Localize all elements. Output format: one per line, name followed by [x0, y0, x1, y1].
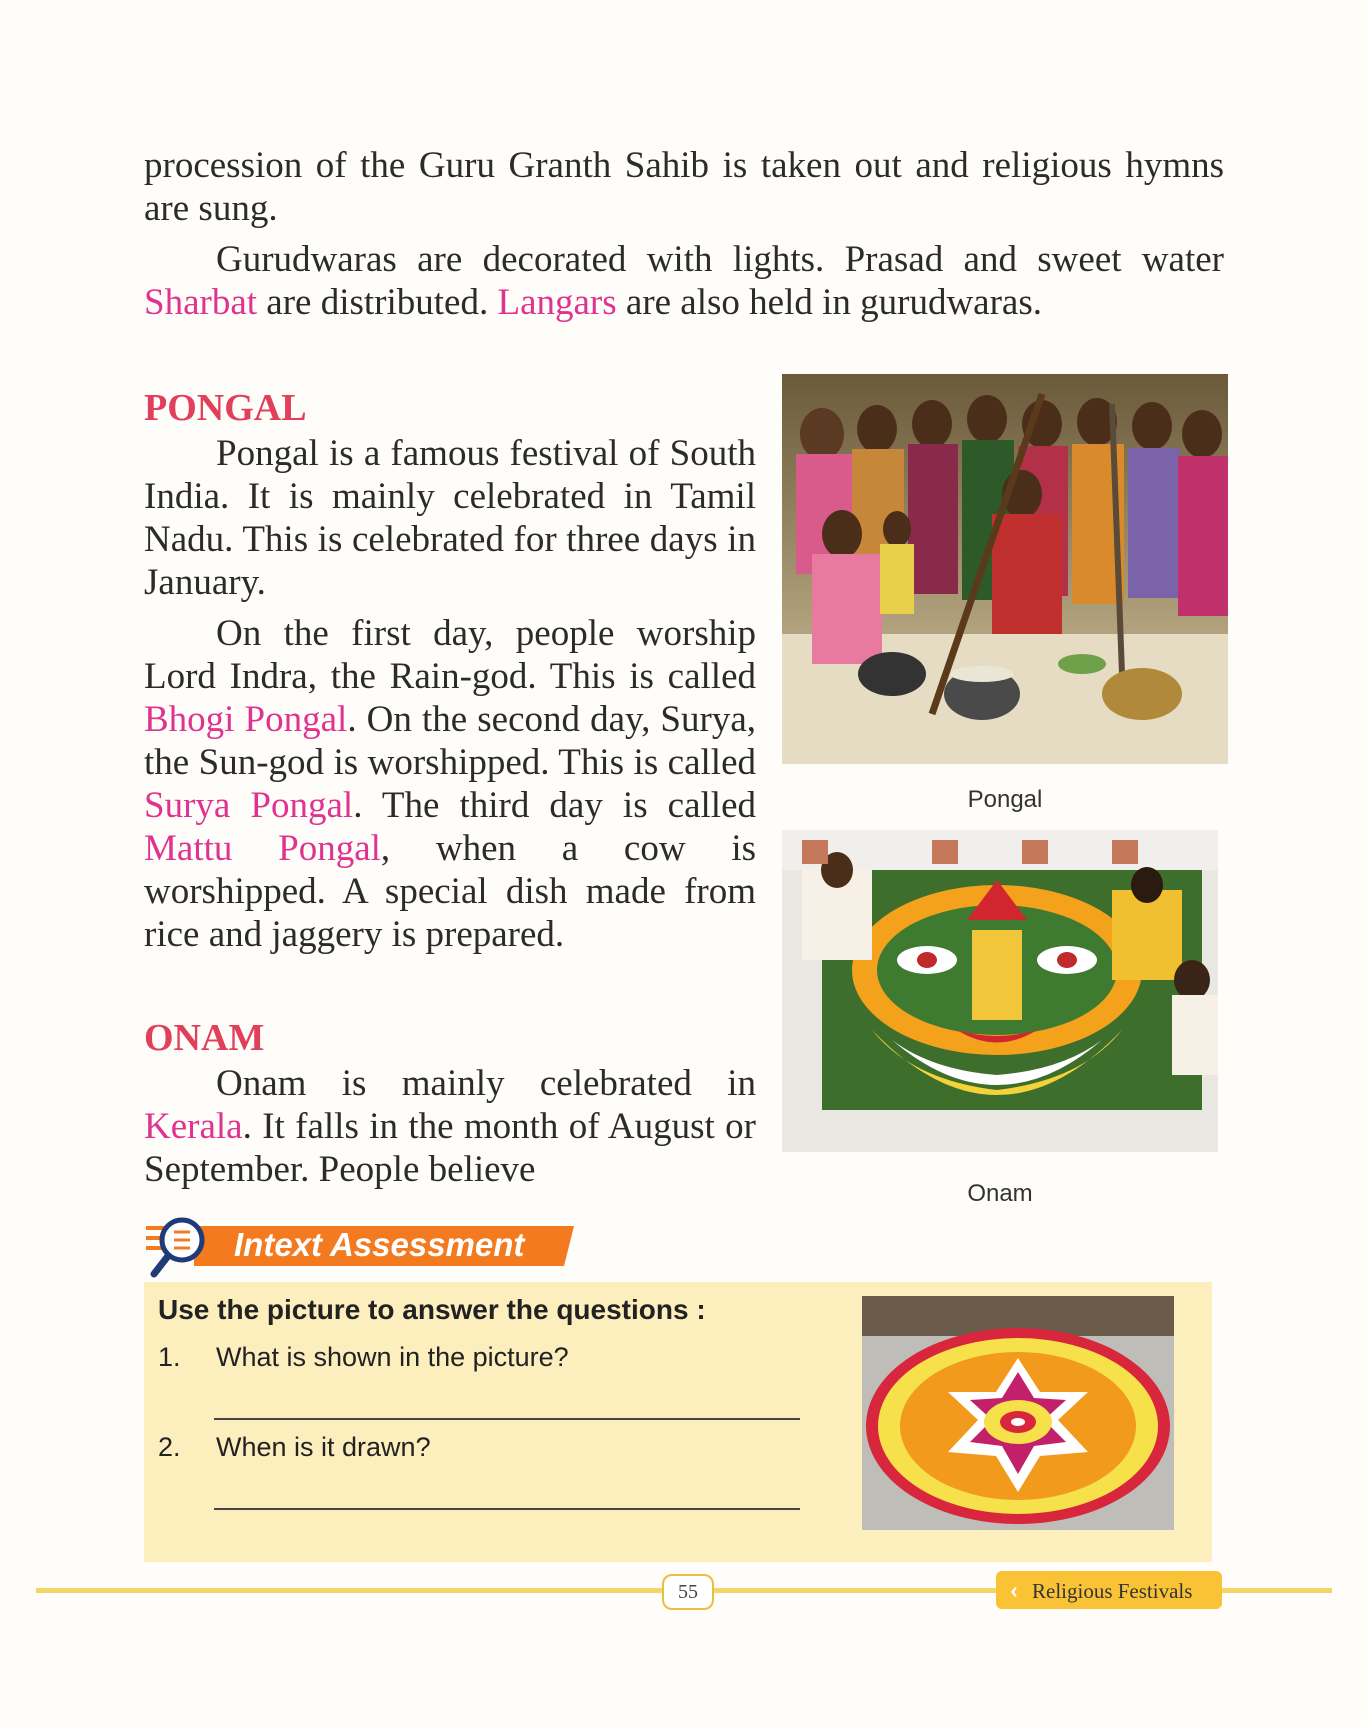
text-run: Onam is mainly celebrated in: [216, 1063, 756, 1104]
question-number: 1.: [158, 1342, 181, 1372]
text-run: . It falls in the month of August or September. People believe: [144, 1106, 756, 1190]
text-run: are distributed.: [257, 282, 498, 323]
term-sharbat: Sharbat: [144, 282, 258, 323]
pongal-photo: [782, 374, 1228, 764]
intro-paragraph-1: procession of the Guru Granth Sahib is taken out and religious hymns are sung.: [144, 145, 1224, 229]
pongal-paragraph-1: Pongal is a famous festival of South India. It is mainly celebrated in Tamil Nadu. This is celebrated for three days in January.: [144, 433, 756, 603]
text-run: , when a cow is worshipped. A special dish made from rice and jaggery is prepared.: [144, 828, 756, 955]
pongal-caption: Pongal: [967, 786, 1043, 813]
onam-paragraph-1: [144, 1062, 756, 1191]
term-bhogi-pongal: Bhogi Pongal: [144, 699, 348, 740]
onam-caption: Onam: [967, 1180, 1033, 1207]
question-number: 2.: [158, 1432, 181, 1462]
question-text: When is it drawn?: [216, 1432, 431, 1462]
assessment-box: [144, 1282, 1212, 1562]
onam-section: [144, 1016, 756, 1191]
term-kerala: Kerala: [144, 1106, 243, 1147]
text-run: . The third day is called: [353, 785, 756, 826]
pongal-paragraph-2: [144, 612, 756, 956]
intro-text: [144, 144, 1224, 324]
chapter-badge: [996, 1571, 1222, 1609]
chapter-title: Religious Festivals: [1032, 1579, 1193, 1603]
text-run: On the first day, people worship Lord Indra, the Rain-god. This is called: [144, 613, 756, 697]
pookalam-photo: [862, 1296, 1174, 1530]
intro-paragraph-2: [144, 238, 1224, 324]
term-langars: Langars: [497, 282, 617, 323]
assessment-prompt: Use the picture to answer the questions :: [158, 1294, 706, 1325]
page-number: 55: [662, 1574, 714, 1610]
term-mattu-pongal: Mattu Pongal: [144, 828, 381, 869]
assessment-title: Intext Assessment: [234, 1226, 525, 1263]
answer-line-1[interactable]: [214, 1418, 800, 1420]
pongal-section: [144, 386, 756, 956]
text-run: are also held in gurudwaras.: [616, 282, 1042, 323]
text-run: . On the second day, Surya, the Sun-god is worshipped. This is called: [144, 699, 756, 783]
onam-heading: ONAM: [144, 1017, 265, 1059]
chevron-left-icon: ‹: [1009, 1575, 1019, 1604]
intext-assessment-tab: [144, 1220, 574, 1272]
magnifier-list-icon: [144, 1214, 214, 1278]
question-1: [158, 1342, 569, 1373]
text-run: Gurudwaras are decorated with lights. Prasad and sweet water: [216, 239, 1224, 280]
question-text: What is shown in the picture?: [216, 1342, 569, 1372]
question-2: [158, 1432, 431, 1463]
term-surya-pongal: Surya Pongal: [144, 785, 354, 826]
pongal-heading: PONGAL: [144, 387, 307, 429]
answer-line-2[interactable]: [214, 1508, 800, 1510]
onam-photo: [782, 830, 1218, 1152]
